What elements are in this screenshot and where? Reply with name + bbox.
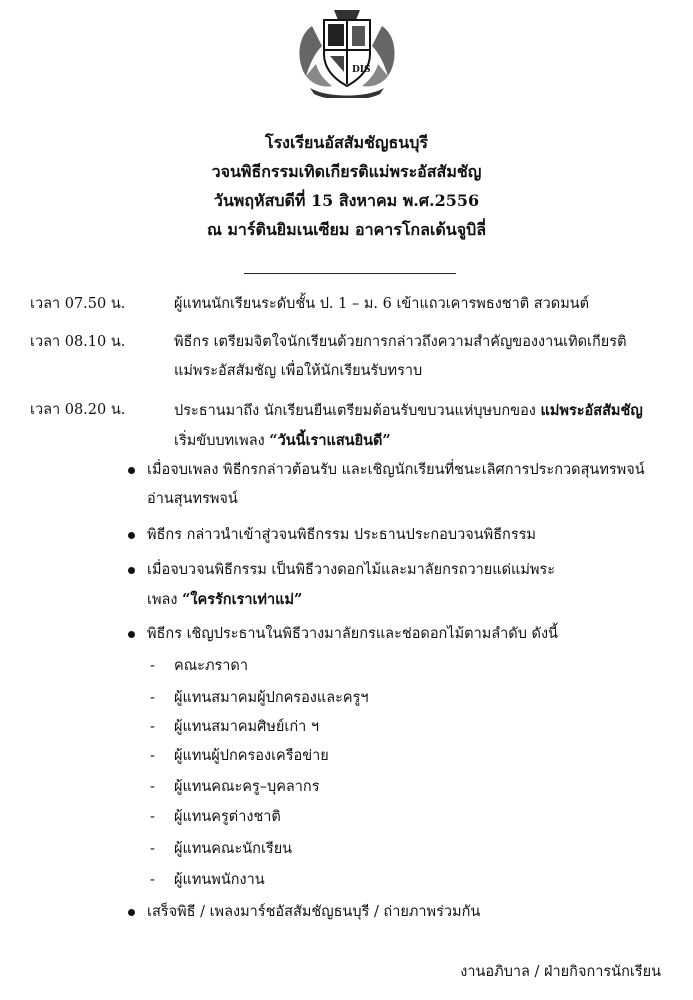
schedule-desc — [174, 290, 674, 319]
header-divider — [244, 273, 456, 274]
sub-item-text: ผู้แทนพนักงาน — [174, 872, 265, 888]
desc-text-bold: แม่พระอัสสัมชัญ — [540, 402, 643, 419]
sub-item-text: ผู้แทนสมาคมศิษย์เก่า ฯ — [174, 719, 320, 735]
bullet-text: พิธีกร เชิญประธานในพิธีวางมาลัยกรและช่อดอกไม้ตามลำดับ ดังนี้ — [147, 626, 558, 642]
school-name: โรงเรียนอัสสัมชัญธนบุรี — [264, 133, 428, 152]
bullet-text: เมื่อจบเพลง พิธีกรกล่าวต้อนรับ และเชิญนักเรียนที่ชนะเลิศการประกวดสุนทรพจน์ — [147, 462, 645, 478]
schedule-time: เวลา 08.20 น. — [30, 402, 126, 418]
crest-text: DIS — [352, 65, 371, 75]
sub-item-text: ผู้แทนคณะครู–บุคลากร — [174, 779, 320, 795]
bullet-text: เพลง — [147, 592, 183, 608]
dash: - — [150, 779, 155, 795]
desc-text: เริ่มขับบทเพลง — [174, 433, 270, 449]
bullet-text: เสร็จพิธี / เพลงมาร์ชอัสสัมชัญธนบุรี / ถ่ายภาพร่วมกัน — [147, 904, 481, 920]
dash: - — [150, 658, 155, 674]
bullet-dot-icon — [128, 467, 135, 474]
schedule-desc — [174, 396, 674, 456]
dash: - — [150, 872, 155, 888]
ceremony-venue: ณ มาร์ตินยิมเนเซียม อาคารโกลเด้นจูบิลี่ — [206, 220, 487, 239]
dash: - — [150, 690, 155, 706]
schedule-desc — [174, 328, 674, 386]
dash: - — [150, 809, 155, 825]
dash: - — [150, 748, 155, 764]
sub-item-text: คณะภราดา — [174, 658, 248, 674]
ceremony-date: วันพฤหัสบดีที่ 15 สิงหาคม พ.ศ.2556 — [213, 191, 480, 210]
sub-item-text: ผู้แทนผู้ปกครองเครือข่าย — [174, 748, 329, 764]
ceremony-title: วจนพิธีกรรมเทิดเกียรติแม่พระอัสสัมชัญ — [211, 162, 482, 181]
schedule-time: เวลา 08.10 น. — [30, 334, 126, 350]
bullet-text: เมื่อจบวจนพิธีกรรม เป็นพิธีวางดอกไม้และมาลัยกรถวายแด่แม่พระ — [147, 562, 556, 578]
song-title: “ใครรักเราเท่าแม่” — [182, 591, 303, 608]
bullet-dot-icon — [128, 567, 135, 574]
bullet-dot-icon — [128, 631, 135, 638]
desc-text: ประธานมาถึง นักเรียนยืนเตรียมต้อนรับขบวนแห่บุษบกของ — [174, 403, 541, 419]
sub-item-text: ผู้แทนครูต่างชาติ — [174, 809, 281, 825]
sub-item-text: ผู้แทนสมาคมผู้ปกครองและครูฯ — [174, 690, 369, 706]
school-crest-logo — [292, 6, 402, 98]
desc-text: แม่พระอัสสัมชัญ เพื่อให้นักเรียนรับทราบ — [174, 363, 423, 379]
bullet-text: พิธีกร กล่าวนำเข้าสู่วจนพิธีกรรม ประธานประกอบวจนพิธีกรรม — [147, 527, 536, 543]
bullet-text: อ่านสุนทรพจน์ — [147, 491, 238, 507]
dash: - — [150, 719, 155, 735]
bullet-dot-icon — [128, 909, 135, 916]
song-title: “วันนี้เราแสนยินดี” — [269, 432, 391, 449]
document-header — [0, 128, 693, 244]
schedule-time: เวลา 07.50 น. — [30, 296, 126, 312]
sub-item-text: ผู้แทนคณะนักเรียน — [174, 841, 293, 857]
bullet-dot-icon — [128, 532, 135, 539]
dash: - — [150, 841, 155, 857]
desc-text: ผู้แทนนักเรียนระดับชั้น ป. 1 – ม. 6 เข้าแถวเคารพธงชาติ สวดมนต์ — [174, 296, 590, 312]
desc-text: พิธีกร เตรียมจิตใจนักเรียนด้วยการกล่าวถึงความสำคัญของงานเทิดเกียรติ — [174, 334, 627, 350]
document-footer: งานอภิบาล / ฝ่ายกิจการนักเรียน — [460, 964, 661, 980]
